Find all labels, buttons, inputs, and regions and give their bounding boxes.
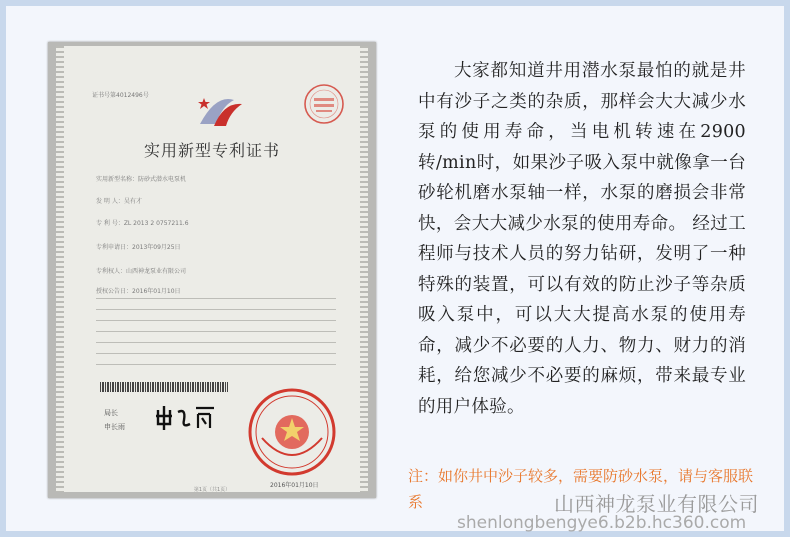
- patent-certificate-image: [48, 42, 376, 498]
- company-name: 山西神龙泵业有限公司: [554, 492, 759, 516]
- signer-name: 申长雨: [104, 423, 125, 431]
- cert-field: 专 利 号：ZL 2013 2 0757211.6: [96, 220, 189, 227]
- cert-field: 授权公告日：2016年01月10日: [96, 288, 181, 295]
- barcode: [100, 382, 228, 392]
- binding-holes-right: [360, 46, 368, 492]
- certificate-number: 证书号第4012496号: [92, 92, 149, 99]
- certificate-title: 实用新型专利证书: [143, 141, 280, 160]
- cert-field: 专利申请日：2013年09月25日: [96, 244, 181, 251]
- product-description: 大家都知道井用潜水泵最怕的就是井中有沙子之类的杂质，那样会大大减少水泵的使用寿命，当电机转速在2900转/min时，如果沙子吸入泵中就像拿一台砂轮机磨水泵轴一样，水泵的磨损会非常快，会大大减少水泵的使用寿命。 经过工程师与技术人员的努力钻研，发明了一种特殊的装置，可以有效的防止沙子等杂质吸入泵中，可以大大提高水泵的使用寿命，减少不必要的人力、物力、财力的消耗，给您减少不必要的麻烦，带来最专业的用户体验。: [418, 61, 746, 417]
- customer-service-note: 注：如你井中沙子较多，需要防砂水泵，请与客服联系: [408, 467, 754, 511]
- signer-title: 局长: [104, 409, 118, 417]
- certificate-footer: 第1页（共1页）: [193, 487, 231, 492]
- seal-stamp-top: [302, 82, 346, 126]
- official-red-seal-icon: [246, 386, 338, 478]
- patent-office-logo-icon: [194, 90, 246, 132]
- cert-field: 专利权人：山西神龙泵业有限公司: [96, 268, 187, 275]
- signature-icon: [152, 402, 218, 432]
- certificate-body-text: [96, 298, 336, 375]
- binding-holes-left: [56, 46, 64, 492]
- issue-date: 2016年01月10日: [270, 482, 319, 489]
- certificate-page: [56, 46, 368, 492]
- website-url: shenlongbengye6.b2b.hc360.com: [457, 513, 747, 533]
- cert-field: 发 明 人：吴有才: [96, 198, 142, 205]
- cert-field: 实用新型名称：防砂式潜水电泵机: [96, 176, 187, 183]
